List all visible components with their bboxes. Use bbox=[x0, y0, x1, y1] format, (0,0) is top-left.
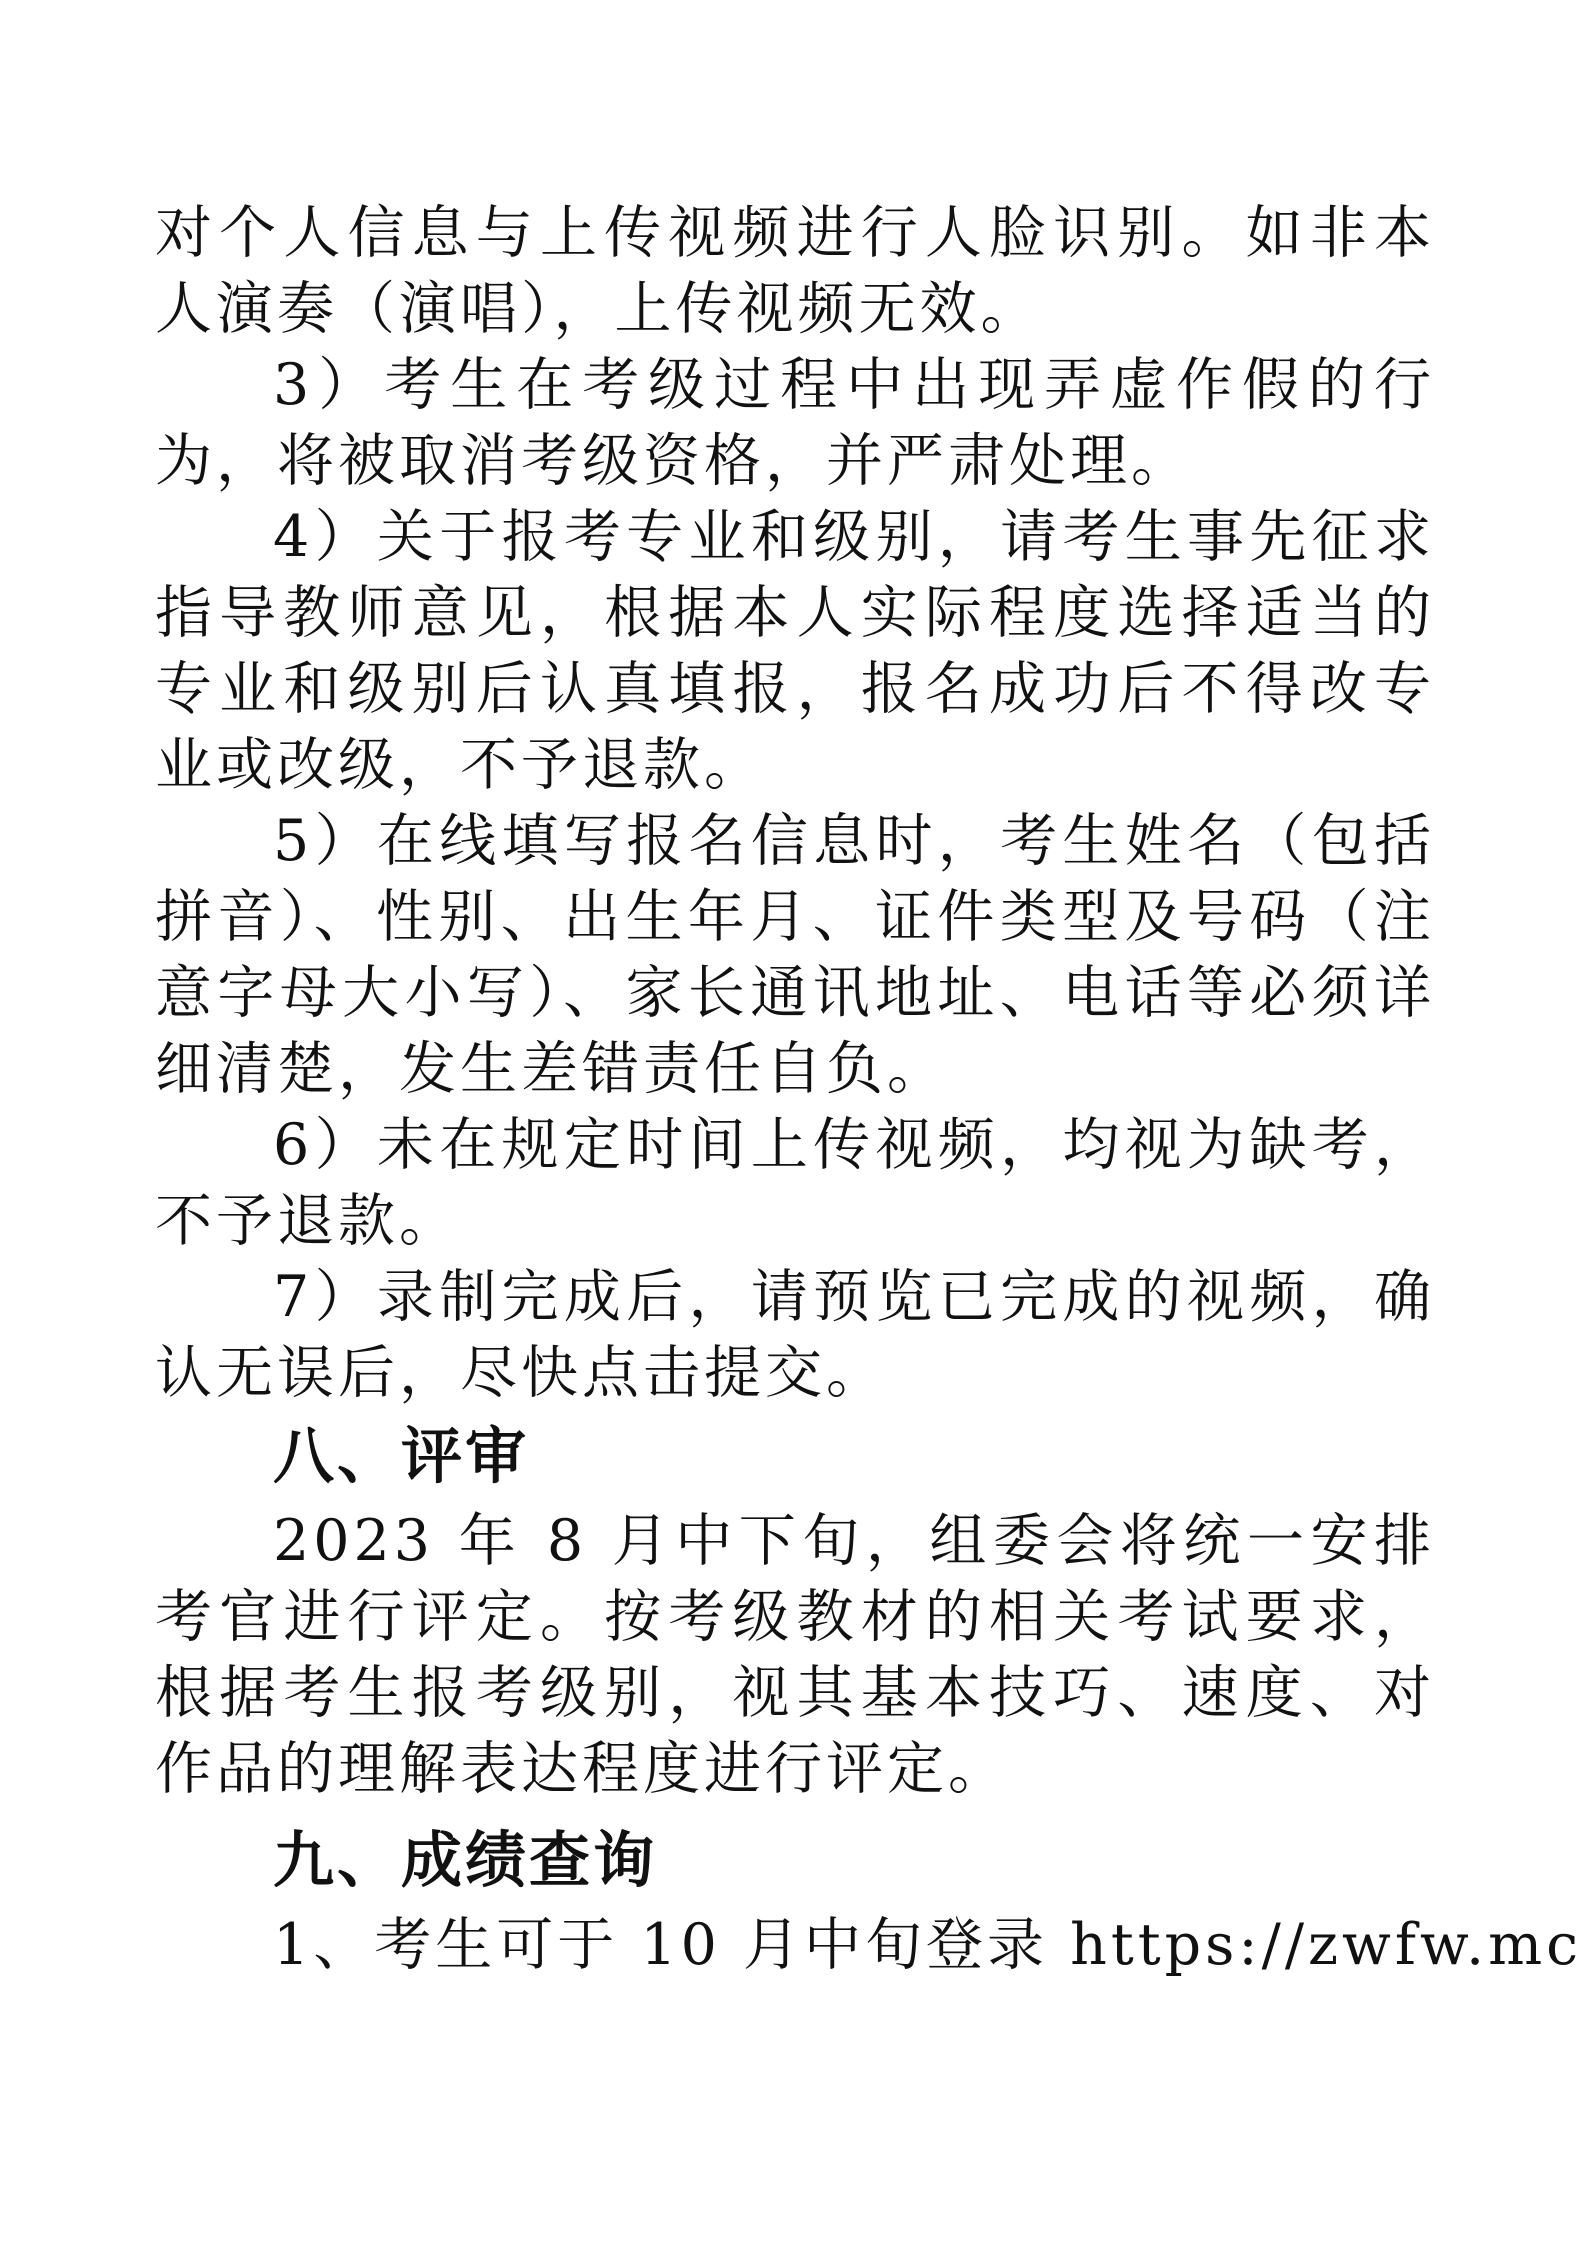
paragraph-face-recognition: 对个人信息与上传视频进行人脸识别。如非本人演奏（演唱），上传视频无效。 bbox=[155, 200, 1435, 342]
paragraph-item-5: 5）在线填写报名信息时，考生姓名（包括拼音）、性别、出生年月、证件类型及号码（注意字母大小写）、家长通讯地址、电话等必须详细清楚，发生差错责任自负。 bbox=[155, 808, 1435, 1102]
paragraph-item-7: 7）录制完成后，请预览已完成的视频，确认无误后，尽快点击提交。 bbox=[155, 1264, 1435, 1406]
paragraph-score-query: 1、考生可于 10 月中旬登录 https://zwfw.mc bbox=[273, 1912, 1583, 1978]
section-heading-review: 八、评审 bbox=[273, 1421, 530, 1492]
document-body bbox=[155, 195, 1583, 1983]
paragraph-review: 2023 年 8 月中下旬，组委会将统一安排考官进行评定。按考级教材的相关考试要求，根据考生报考级别，视其基本技巧、速度、对作品的理解表达程度进行评定。 bbox=[155, 1508, 1435, 1802]
paragraph-item-4: 4）关于报考专业和级别，请考生事先征求指导教师意见，根据本人实际程度选择适当的专业和级别后认真填报，报名成功后不得改专业或改级，不予退款。 bbox=[155, 504, 1435, 798]
paragraph-item-3: 3）考生在考级过程中出现弄虚作假的行为，将被取消考级资格，并严肃处理。 bbox=[155, 352, 1435, 494]
paragraph-item-6: 6）未在规定时间上传视频，均视为缺考，不予退款。 bbox=[155, 1112, 1435, 1254]
section-heading-score-query: 九、成绩查询 bbox=[273, 1825, 658, 1896]
